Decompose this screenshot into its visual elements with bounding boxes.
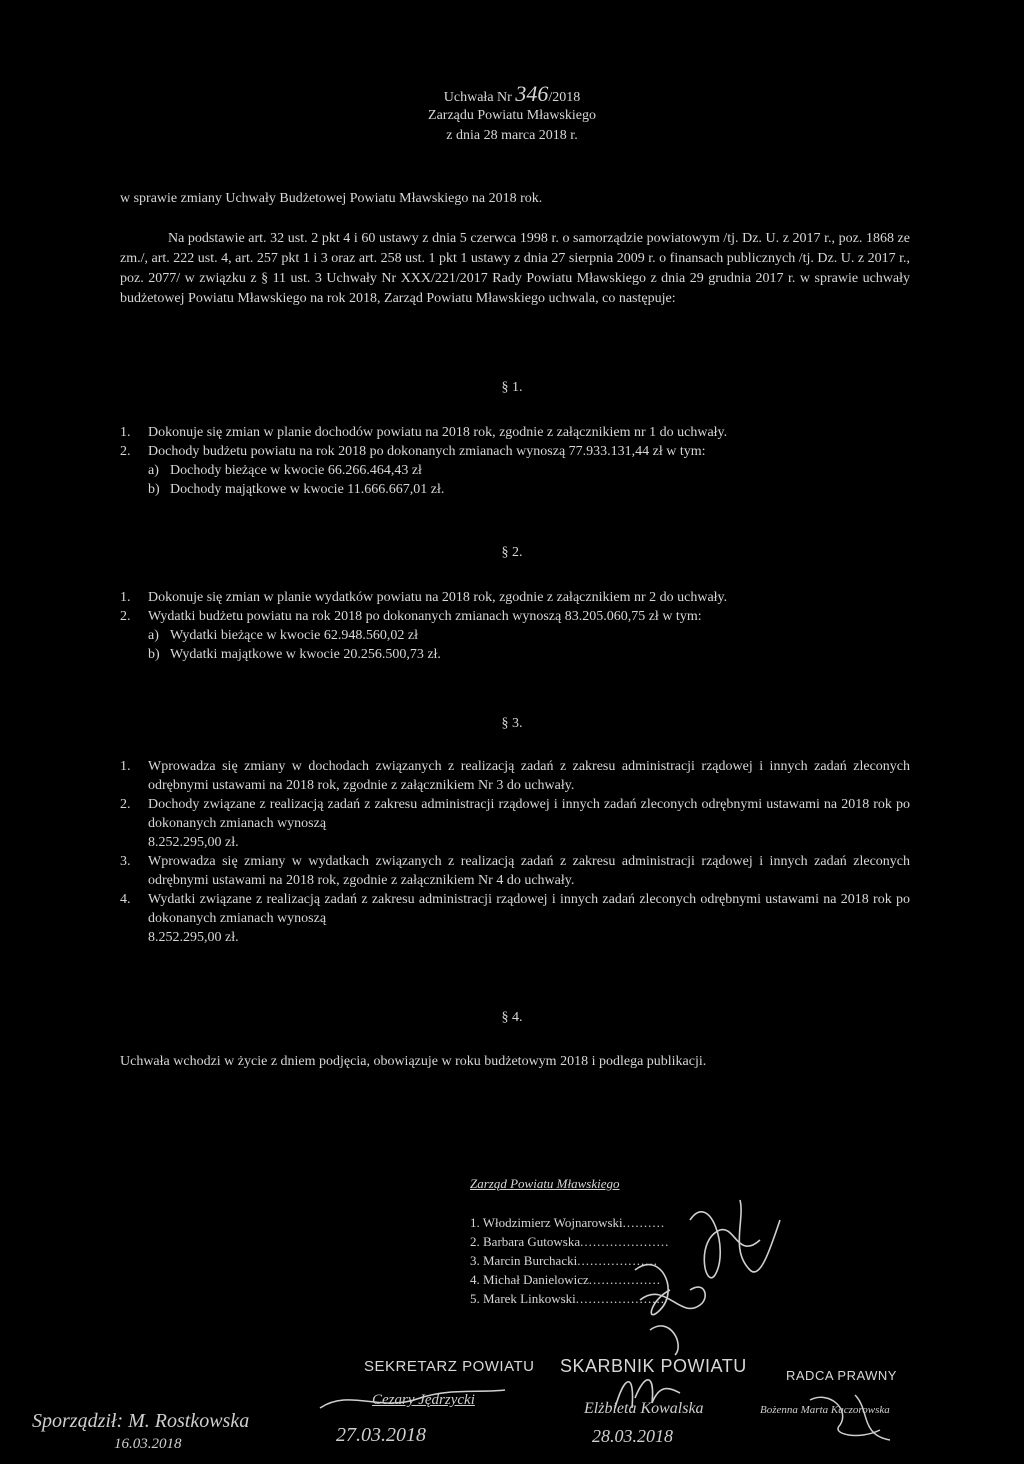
- section-4-text: Uchwała wchodzi w życie z dniem podjęcia, obowiązuje w roku budżetowym 2018 i podlega publikacji.: [120, 1054, 707, 1069]
- sub-item-number: b): [148, 482, 160, 497]
- section-2-body: [120, 588, 910, 664]
- item-number: 2.: [120, 444, 131, 459]
- sub-item-text: Dochody bieżące w kwocie 66.266.464,43 zł: [170, 463, 422, 478]
- sub-item: [120, 461, 910, 480]
- sub-item: [120, 645, 910, 664]
- list-item: [120, 588, 910, 607]
- section-1-title: § 1.: [501, 380, 523, 395]
- sub-item-number: b): [148, 647, 160, 662]
- item-number: 1.: [120, 425, 131, 440]
- resolution-date: z dnia 28 marca 2018 r.: [446, 128, 578, 143]
- section-1-body: [120, 423, 910, 499]
- member-number: 2.: [470, 1234, 480, 1249]
- list-item: [120, 757, 910, 795]
- sub-item: [120, 480, 910, 499]
- secretary-signature: [310, 1378, 510, 1428]
- list-item: [120, 607, 910, 626]
- signature-line: 4. Michał Danielowicz.................: [470, 1272, 662, 1287]
- legal-stamp-title: RADCA PRAWNY: [786, 1368, 897, 1383]
- item-amount: 8.252.295,00 zł.: [148, 930, 239, 945]
- member-number: 4.: [470, 1272, 480, 1287]
- sub-item-number: a): [148, 628, 159, 643]
- member-number: 5.: [470, 1291, 480, 1306]
- signature-line: 1. Włodzimierz Wojnarowski..........: [470, 1215, 666, 1230]
- list-item: [120, 423, 910, 442]
- member-number: 1.: [470, 1215, 480, 1230]
- item-number: 1.: [120, 759, 131, 774]
- board-title: Zarząd Powiatu Mławskiego: [470, 1176, 620, 1191]
- signature-line: 2. Barbara Gutowska.....................: [470, 1234, 670, 1249]
- sub-item-text: Wydatki majątkowe w kwocie 20.256.500,73 zł.: [170, 647, 441, 662]
- item-text: Dokonuje się zmian w planie wydatków powiatu na 2018 rok, zgodnie z załącznikiem nr 2 do uchwały.: [148, 590, 728, 605]
- section-3-body: [120, 757, 910, 947]
- signature-line: 5. Marek Linkowski.....................: [470, 1291, 666, 1306]
- treasurer-stamp-title: SKARBNIK POWIATU: [560, 1356, 747, 1376]
- item-text: Wprowadza się zmiany w wydatkach związanych z realizacją zadań z zakresu administracji rządowej i innych zadań zleconych odrębnymi ustawami na 2018 rok, zgodnie z załącznikiem Nr 4 do uchwały.: [148, 854, 910, 888]
- item-number: 4.: [120, 892, 131, 907]
- member-name: Marek Linkowski: [483, 1291, 576, 1306]
- list-item: [120, 442, 910, 461]
- secretary-name: Cezary Jędrzycki: [372, 1392, 475, 1408]
- member-name: Włodzimierz Wojnarowski: [482, 1215, 623, 1230]
- legal-signature: [800, 1380, 910, 1450]
- sub-item-text: Dochody majątkowe w kwocie 11.666.667,01 zł.: [170, 482, 445, 497]
- item-text: Wydatki związane z realizacją zadań z zakresu administracji rządowej i innych zadań zleconych odrębnymi ustawami na 2018 rok po dokonanych zmianach wynoszą: [148, 892, 910, 926]
- section-4-title: § 4.: [501, 1010, 523, 1025]
- item-text: Wprowadza się zmiany w dochodach związanych z realizacją zadań z zakresu administracji rządowej i innych zadań zleconych odrębnymi ustawami na 2018 rok, zgodnie z załącznikiem Nr 3 do uchwały.: [148, 759, 910, 793]
- member-name: Barbara Gutowska: [483, 1234, 581, 1249]
- item-number: 3.: [120, 854, 131, 869]
- item-text: Dochody związane z realizacją zadań z zakresu administracji rządowej i innych zadań zleconych odrębnymi ustawami na 2018 rok po dokonanych zmianach wynoszą: [148, 797, 910, 831]
- resolution-prefix: Uchwała Nr: [443, 90, 516, 105]
- preamble: Na podstawie art. 32 ust. 2 pkt 4 i 60 ustawy z dnia 5 czerwca 1998 r. o samorządzie powiatowym /tj. Dz. U. z 2017 r., poz. 1868 ze zm./, art. 222 ust. 4, art. 257 pkt 1 i 3 oraz art. 258 ust. 1 pkt 1 ustawy z dnia 27 sierpnia 2009 r. o finansach publicznych /tj. Dz. U. z 2017 r., poz. 2077/ w związku z § 11 ust. 3 Uchwały Nr XXX/221/2017 Rady Powiatu Mławskiego z dnia 29 grudnia 2017 r. w sprawie uchwały budżetowej Powiatu Mławskiego na rok 2018, Zarząd Powiatu Mławskiego uchwala, co następuje:: [120, 231, 910, 306]
- treasurer-name: Elżbieta Kowalska: [584, 1400, 704, 1417]
- item-amount: 8.252.295,00 zł.: [148, 835, 239, 850]
- treasurer-signature: [610, 1368, 690, 1413]
- item-text: Dokonuje się zmian w planie dochodów powiatu na 2018 rok, zgodnie z załącznikiem nr 1 do uchwały.: [148, 425, 728, 440]
- item-number: 2.: [120, 609, 131, 624]
- list-item: [120, 890, 910, 947]
- member-name: Michał Danielowicz: [483, 1272, 589, 1287]
- treasurer-date: 28.03.2018: [592, 1426, 673, 1446]
- item-number: 2.: [120, 797, 131, 812]
- item-text: Wydatki budżetu powiatu na rok 2018 po dokonanych zmianach wynoszą 83.205.060,75 zł w tym:: [148, 609, 702, 624]
- resolution-issuer: Zarządu Powiatu Mławskiego: [428, 108, 596, 123]
- section-3-title: § 3.: [501, 716, 523, 731]
- legal-name: Bożenna Marta Kaczorowska: [760, 1404, 890, 1416]
- member-name: Marcin Burchacki: [483, 1253, 578, 1268]
- sub-item-number: a): [148, 463, 159, 478]
- resolution-title: [0, 81, 1024, 108]
- resolution-subject: w sprawie zmiany Uchwały Budżetowej Powiatu Mławskiego na 2018 rok.: [120, 191, 543, 206]
- resolution-suffix: /2018: [548, 90, 581, 105]
- item-number: 1.: [120, 590, 131, 605]
- member-number: 3.: [470, 1253, 480, 1268]
- secretary-date: 27.03.2018: [336, 1424, 426, 1446]
- secretary-stamp-title: SEKRETARZ POWIATU: [364, 1358, 535, 1375]
- list-item: [120, 795, 910, 852]
- prepared-by: Sporządził: M. Rostkowska: [32, 1410, 250, 1432]
- item-text: Dochody budżetu powiatu na rok 2018 po dokonanych zmianach wynoszą 77.933.131,44 zł w tym:: [148, 444, 706, 459]
- section-2-title: § 2.: [501, 545, 523, 560]
- board-handwritten-signatures: [620, 1180, 810, 1360]
- list-item: [120, 852, 910, 890]
- sub-item-text: Wydatki bieżące w kwocie 62.948.560,02 zł: [170, 628, 418, 643]
- sub-item: [120, 626, 910, 645]
- prepared-by-date: 16.03.2018: [114, 1436, 182, 1452]
- resolution-number: 346: [515, 81, 549, 106]
- signature-line: 3. Marcin Burchacki...................: [470, 1253, 658, 1268]
